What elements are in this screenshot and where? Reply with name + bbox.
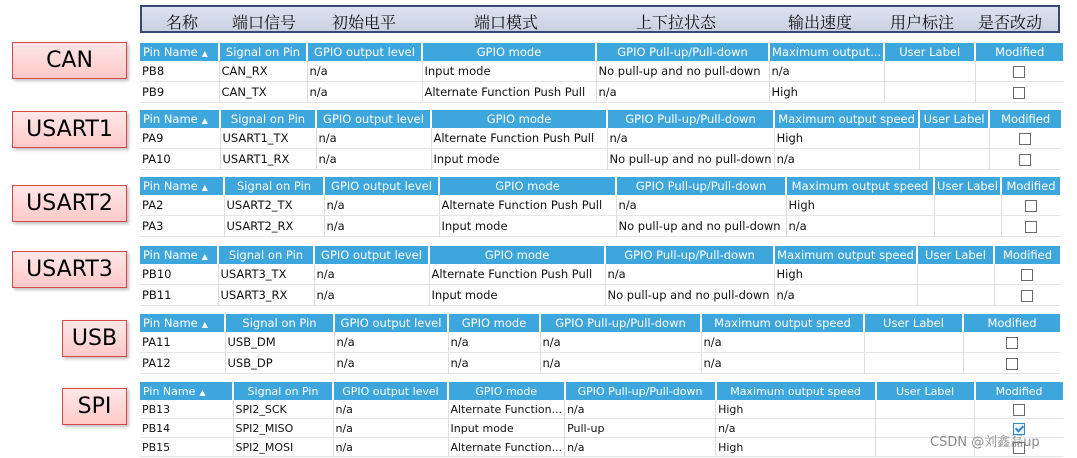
modified-cell	[1001, 195, 1060, 216]
modified-cell	[975, 61, 1063, 82]
table-row[interactable]	[140, 419, 1063, 438]
speed-cell[interactable]: n/a	[786, 216, 934, 237]
gpio-table-can	[140, 43, 1063, 103]
user-label-cell[interactable]	[919, 149, 989, 170]
output-level-cell[interactable]: n/a	[307, 61, 422, 82]
column-header-modified[interactable]: Modified	[963, 314, 1060, 332]
speed-cell[interactable]: n/a	[774, 149, 919, 170]
output-level-cell[interactable]: n/a	[333, 438, 448, 457]
pin-name-cell: PA10	[140, 149, 220, 170]
column-header-max-speed[interactable]: Maximum output speed	[716, 382, 876, 400]
modified-cell	[963, 353, 1060, 374]
column-header-user-label[interactable]: User Label	[864, 314, 963, 332]
sort-arrow-icon: ▲	[201, 252, 208, 261]
user-label-cell[interactable]	[917, 285, 994, 306]
pull-cell[interactable]: n/a	[565, 400, 716, 419]
gpio-mode-cell[interactable]: n/a	[448, 332, 540, 353]
column-header-user-label[interactable]: User Label	[919, 110, 989, 128]
user-label-cell[interactable]	[884, 82, 975, 103]
column-header-pull[interactable]: GPIO Pull-up/Pull-down	[565, 382, 716, 400]
group-label-spi: SPI	[62, 388, 127, 425]
column-header-modified[interactable]: Modified	[975, 43, 1063, 61]
pin-name-cell: PB14	[140, 419, 233, 438]
table-row[interactable]	[140, 285, 1060, 306]
table-row[interactable]	[140, 195, 1060, 216]
table-row[interactable]	[140, 400, 1063, 419]
signal-cell: USART3_TX	[218, 264, 314, 285]
column-header-pull[interactable]: GPIO Pull-up/Pull-down	[607, 110, 774, 128]
table-row[interactable]	[140, 128, 1061, 149]
group-label-usb: USB	[62, 320, 127, 357]
modified-checkbox[interactable]	[1021, 269, 1033, 281]
table-row[interactable]	[140, 216, 1060, 237]
table-row[interactable]	[140, 61, 1063, 82]
gpio-mode-cell[interactable]: Alternate Function...	[448, 400, 565, 419]
column-header-output-level[interactable]: GPIO output level	[333, 382, 448, 400]
gpio-mode-cell[interactable]: Input mode	[431, 149, 607, 170]
pull-cell[interactable]: Pull-up	[565, 419, 716, 438]
table-row[interactable]	[140, 438, 1063, 457]
pull-cell[interactable]: No pull-up and no pull-down	[596, 61, 769, 82]
column-header-signal[interactable]: Signal on Pin	[219, 43, 307, 61]
column-header-pull[interactable]: GPIO Pull-up/Pull-down	[616, 177, 786, 195]
output-level-cell[interactable]: n/a	[314, 285, 429, 306]
column-header-max-speed[interactable]: Maximum output speed	[786, 177, 934, 195]
column-header-output-level[interactable]: GPIO output level	[334, 314, 448, 332]
sort-arrow-icon: ▲	[201, 183, 208, 192]
modified-cell	[975, 400, 1063, 419]
column-header-pull[interactable]: GPIO Pull-up/Pull-down	[540, 314, 701, 332]
gpio-mode-cell[interactable]: n/a	[448, 353, 540, 374]
signal-cell: SPI2_MISO	[233, 419, 333, 438]
column-header-signal[interactable]: Signal on Pin	[218, 246, 314, 264]
output-level-cell[interactable]: n/a	[324, 216, 439, 237]
column-header-pull[interactable]: GPIO Pull-up/Pull-down	[605, 246, 774, 264]
pin-name-cell: PB9	[140, 82, 219, 103]
user-label-cell[interactable]	[934, 216, 1001, 237]
speed-cell[interactable]: High	[769, 82, 884, 103]
column-header-gpio-mode[interactable]: GPIO mode	[422, 43, 596, 61]
pin-name-cell: PB8	[140, 61, 219, 82]
user-label-cell[interactable]	[864, 353, 963, 374]
user-label-cell[interactable]	[917, 264, 994, 285]
pull-cell[interactable]: No pull-up and no pull-down	[616, 216, 786, 237]
pull-cell[interactable]: n/a	[616, 195, 786, 216]
speed-cell[interactable]: High	[716, 438, 876, 457]
pin-name-cell: PB10	[140, 264, 218, 285]
column-header-output-level[interactable]: GPIO output level	[307, 43, 422, 61]
modified-checkbox[interactable]	[1021, 290, 1033, 302]
modified-checkbox[interactable]	[1006, 358, 1018, 370]
column-header-gpio-mode[interactable]: GPIO mode	[439, 177, 616, 195]
group-label-usart2: USART2	[12, 185, 127, 222]
watermark: CSDN @刘鑫磊up	[930, 435, 1040, 450]
pin-name-cell: PA11	[140, 332, 225, 353]
column-header-pull[interactable]: GPIO Pull-up/Pull-down	[596, 43, 769, 61]
modified-checkbox[interactable]	[1013, 87, 1025, 99]
modified-cell	[1001, 216, 1060, 237]
column-header-pin-name[interactable]: Pin Name ▲	[140, 314, 225, 332]
column-header-signal[interactable]: Signal on Pin	[233, 382, 333, 400]
signal-cell: CAN_TX	[219, 82, 307, 103]
column-header-gpio-mode[interactable]: GPIO mode	[448, 314, 540, 332]
signal-cell: SPI2_MOSI	[233, 438, 333, 457]
gpio-mode-cell[interactable]: Alternate Function Push Pull	[439, 195, 616, 216]
gpio-table-usart1	[140, 110, 1061, 170]
sort-arrow-icon: ▲	[201, 49, 208, 58]
column-header-output-level[interactable]: GPIO output level	[314, 246, 429, 264]
gpio-table-usb	[140, 314, 1060, 374]
cn-header-speed: 输出速度	[788, 13, 853, 32]
pin-name-cell: PA3	[140, 216, 224, 237]
output-level-cell[interactable]: n/a	[324, 195, 439, 216]
modified-cell	[994, 264, 1060, 285]
speed-cell[interactable]: n/a	[716, 419, 876, 438]
modified-checkbox[interactable]	[1013, 66, 1025, 78]
cn-header-mode: 端口模式	[474, 13, 539, 32]
user-label-cell[interactable]	[876, 400, 975, 419]
column-header-pin-name[interactable]: Pin Name ▲	[140, 43, 219, 61]
column-header-pin-name[interactable]: Pin Name ▲	[140, 177, 224, 195]
column-header-gpio-mode[interactable]: GPIO mode	[431, 110, 607, 128]
gpio-mode-cell[interactable]: Alternate Function Push Pull	[429, 264, 605, 285]
column-header-output-level[interactable]: GPIO output level	[316, 110, 431, 128]
group-label-usart1: USART1	[12, 111, 127, 148]
speed-cell[interactable]: High	[774, 264, 917, 285]
signal-cell: CAN_RX	[219, 61, 307, 82]
column-header-pin-name[interactable]: Pin Name ▲	[140, 382, 233, 400]
signal-cell: USB_DM	[225, 332, 334, 353]
modified-cell	[989, 149, 1061, 170]
modified-checkbox[interactable]	[1019, 133, 1031, 145]
speed-cell[interactable]: n/a	[774, 285, 917, 306]
user-label-cell[interactable]	[919, 128, 989, 149]
signal-cell: SPI2_SCK	[233, 400, 333, 419]
pin-name-cell: PB15	[140, 438, 233, 457]
output-level-cell[interactable]: n/a	[334, 353, 448, 374]
gpio-table-usart3	[140, 246, 1060, 306]
output-level-cell[interactable]: n/a	[316, 149, 431, 170]
group-label-can: CAN	[12, 42, 127, 79]
signal-cell: USART3_RX	[218, 285, 314, 306]
pull-cell[interactable]: No pull-up and no pull-down	[605, 285, 774, 306]
pull-cell[interactable]: n/a	[565, 438, 716, 457]
column-header-pin-name[interactable]: Pin Name ▲	[140, 246, 218, 264]
speed-cell[interactable]: n/a	[701, 332, 864, 353]
column-header-modified[interactable]: Modified	[994, 246, 1060, 264]
sort-arrow-icon: ▲	[199, 387, 206, 397]
pin-name-cell: PA12	[140, 353, 225, 374]
output-level-cell[interactable]: n/a	[333, 419, 448, 438]
pull-cell[interactable]: No pull-up and no pull-down	[607, 149, 774, 170]
column-header-signal[interactable]: Signal on Pin	[224, 177, 324, 195]
sort-arrow-icon: ▲	[201, 116, 208, 125]
column-header-signal[interactable]: Signal on Pin	[220, 110, 316, 128]
output-level-cell[interactable]: n/a	[307, 82, 422, 103]
gpio-mode-cell[interactable]: Alternate Function...	[448, 438, 565, 457]
modified-checkbox[interactable]	[1019, 154, 1031, 166]
cn-header-level: 初始电平	[332, 13, 397, 32]
pull-cell[interactable]: n/a	[607, 128, 774, 149]
gpio-mode-cell[interactable]: Input mode	[439, 216, 616, 237]
pin-name-cell: PA2	[140, 195, 224, 216]
column-header-max-speed[interactable]: Maximum output...	[769, 43, 884, 61]
pull-cell[interactable]: n/a	[540, 353, 701, 374]
modified-checkbox[interactable]	[1013, 404, 1025, 416]
column-header-max-speed[interactable]: Maximum output speed	[701, 314, 864, 332]
sort-arrow-icon: ▲	[201, 320, 208, 329]
signal-cell: USART1_RX	[220, 149, 316, 170]
output-level-cell[interactable]: n/a	[334, 332, 448, 353]
column-header-gpio-mode[interactable]: GPIO mode	[429, 246, 605, 264]
modified-cell	[994, 285, 1060, 306]
modified-checkbox[interactable]	[1006, 337, 1018, 349]
column-header-user-label[interactable]: User Label	[917, 246, 994, 264]
speed-cell[interactable]: High	[774, 128, 919, 149]
signal-cell: USART2_RX	[224, 216, 324, 237]
modified-checkbox[interactable]	[1025, 200, 1037, 212]
column-header-max-speed[interactable]: Maximum output speed	[774, 246, 917, 264]
gpio-mode-cell[interactable]: Input mode	[448, 419, 565, 438]
modified-cell	[963, 332, 1060, 353]
group-label-usart3: USART3	[12, 251, 127, 288]
pin-name-cell: PA9	[140, 128, 220, 149]
speed-cell[interactable]: High	[786, 195, 934, 216]
user-label-cell[interactable]	[884, 61, 975, 82]
speed-cell[interactable]: n/a	[701, 353, 864, 374]
pull-cell[interactable]: n/a	[540, 332, 701, 353]
gpio-mode-cell[interactable]: Input mode	[422, 61, 596, 82]
pin-name-cell: PB13	[140, 400, 233, 419]
cn-header-user-label: 用户标注	[890, 13, 955, 32]
speed-cell[interactable]: High	[716, 400, 876, 419]
pull-cell[interactable]: n/a	[605, 264, 774, 285]
pin-name-cell: PB11	[140, 285, 218, 306]
cn-header-name: 名称	[166, 13, 199, 32]
gpio-mode-cell[interactable]: Input mode	[429, 285, 605, 306]
signal-cell: USART1_TX	[220, 128, 316, 149]
output-level-cell[interactable]: n/a	[333, 400, 448, 419]
column-header-user-label[interactable]: User Label	[884, 43, 975, 61]
gpio-mode-cell[interactable]: Alternate Function Push Pull	[431, 128, 607, 149]
table-row[interactable]	[140, 353, 1060, 374]
speed-cell[interactable]: n/a	[769, 61, 884, 82]
column-header-modified[interactable]: Modified	[989, 110, 1061, 128]
chinese-column-header-bar	[140, 5, 1060, 33]
column-header-max-speed[interactable]: Maximum output speed	[774, 110, 919, 128]
user-label-cell[interactable]	[864, 332, 963, 353]
column-header-user-label[interactable]: User Label	[876, 382, 975, 400]
cn-header-modified: 是否改动	[978, 13, 1043, 32]
column-header-pin-name[interactable]: Pin Name ▲	[140, 110, 220, 128]
table-row[interactable]	[140, 82, 1063, 103]
modified-checkbox[interactable]	[1025, 221, 1037, 233]
signal-cell: USB_DP	[225, 353, 334, 374]
signal-cell: USART2_TX	[224, 195, 324, 216]
table-row[interactable]	[140, 149, 1061, 170]
column-header-gpio-mode[interactable]: GPIO mode	[448, 382, 565, 400]
gpio-mode-cell[interactable]: Alternate Function Push Pull	[422, 82, 596, 103]
column-header-user-label[interactable]: User Label	[934, 177, 1001, 195]
table-row[interactable]	[140, 264, 1060, 285]
output-level-cell[interactable]: n/a	[314, 264, 429, 285]
cn-header-signal: 端口信号	[232, 13, 297, 32]
gpio-table-spi	[140, 382, 1063, 457]
modified-cell	[989, 128, 1061, 149]
cn-header-pull: 上下拉状态	[636, 13, 717, 32]
output-level-cell[interactable]: n/a	[316, 128, 431, 149]
modified-cell	[975, 82, 1063, 103]
column-header-output-level[interactable]: GPIO output level	[324, 177, 439, 195]
column-header-modified[interactable]: Modified	[975, 382, 1063, 400]
user-label-cell[interactable]	[934, 195, 1001, 216]
column-header-modified[interactable]: Modified	[1001, 177, 1060, 195]
table-row[interactable]	[140, 332, 1060, 353]
pull-cell[interactable]: n/a	[596, 82, 769, 103]
gpio-table-usart2	[140, 177, 1060, 237]
column-header-signal[interactable]: Signal on Pin	[225, 314, 334, 332]
